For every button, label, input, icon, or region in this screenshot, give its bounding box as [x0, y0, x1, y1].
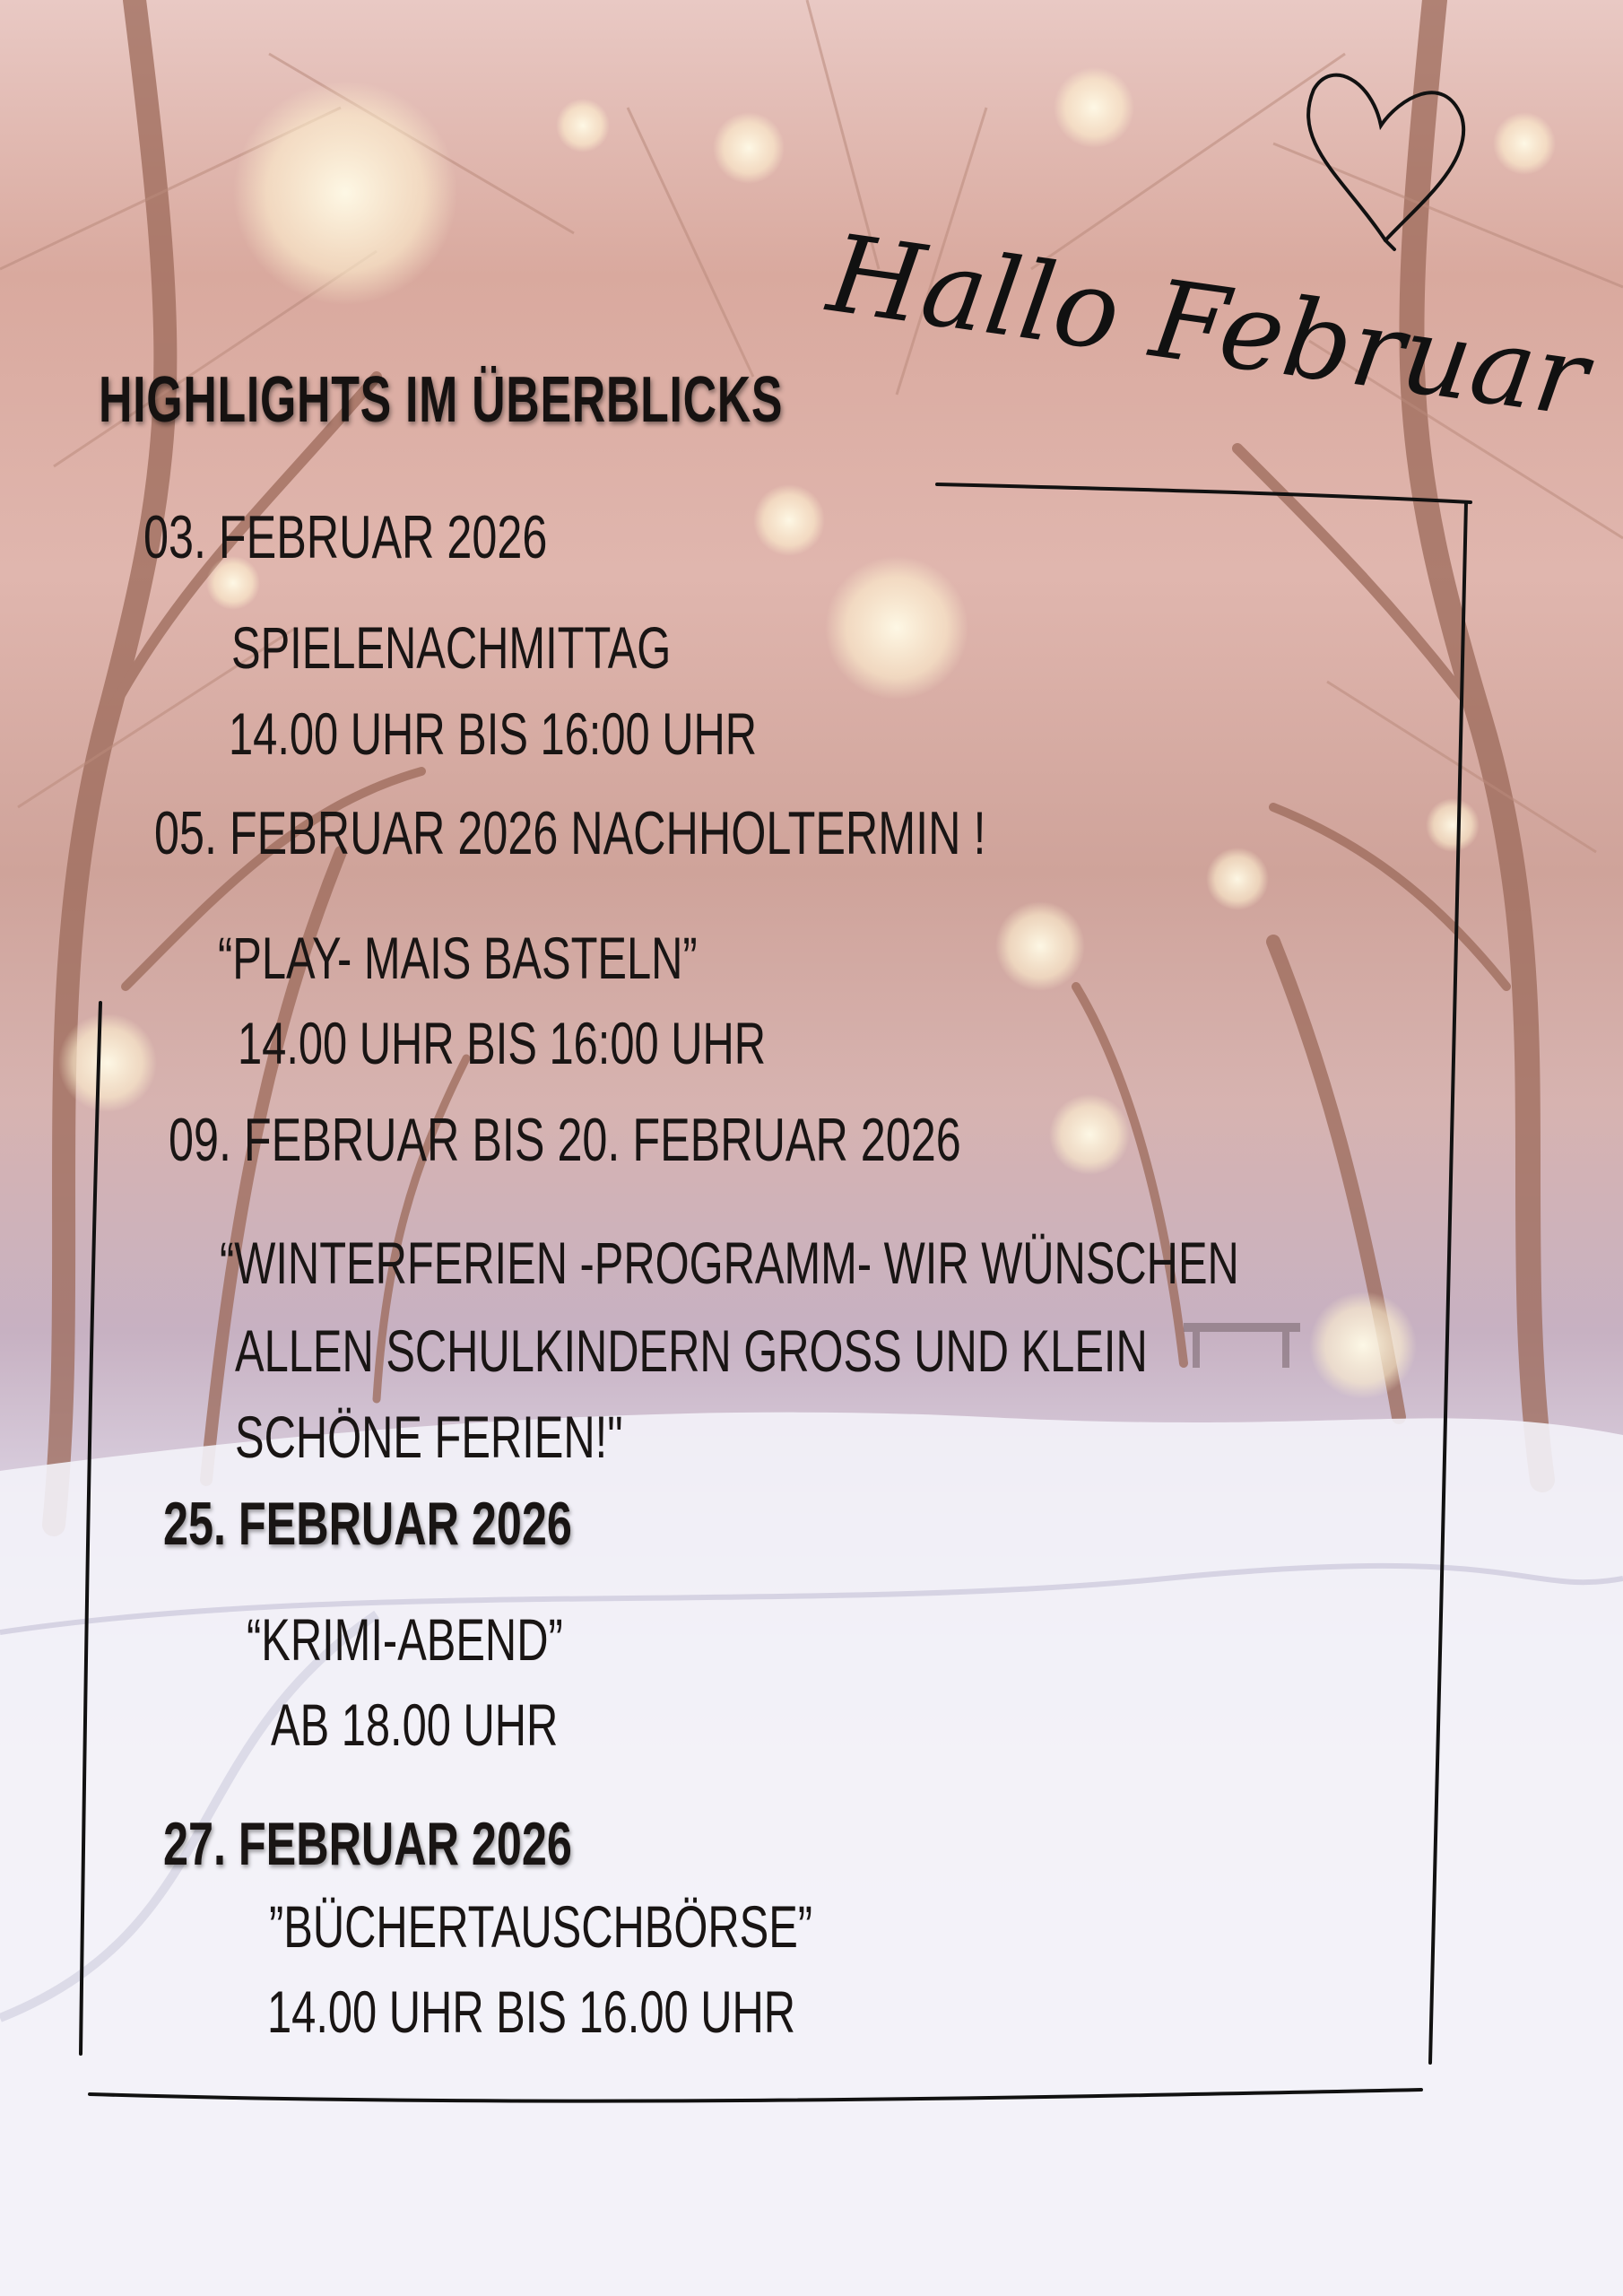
event-description: ALLEN SCHULKINDERN GROSS UND KLEIN: [235, 1318, 1148, 1384]
event-description: “WINTERFERIEN -PROGRAMM- WIR WÜNSCHEN: [220, 1230, 1239, 1296]
page-title: HIGHLIGHTS IM ÜBERBLICKS: [99, 364, 784, 436]
event-title: SPIELENACHMITTAG: [231, 614, 672, 681]
event-date: 03. FEBRUAR 2026: [143, 503, 548, 571]
event-time: 14.00 UHR BIS 16.00 UHR: [267, 1979, 796, 2045]
event-time: AB 18.00 UHR: [271, 1692, 559, 1758]
event-date: 27. FEBRUAR 2026: [163, 1810, 572, 1878]
event-title: “PLAY- MAIS BASTELN”: [218, 925, 698, 991]
event-time: 14.00 UHR BIS 16:00 UHR: [238, 1010, 767, 1076]
event-date: 25. FEBRUAR 2026: [163, 1490, 572, 1558]
event-description: SCHÖNE FERIEN!": [235, 1404, 623, 1470]
event-title: ”BÜCHERTAUSCHBÖRSE”: [269, 1893, 813, 1960]
event-date: 09. FEBRUAR BIS 20. FEBRUAR 2026: [169, 1106, 961, 1174]
event-time: 14.00 UHR BIS 16:00 UHR: [229, 700, 758, 767]
greeting-text: Hallo Februar: [820, 212, 1595, 442]
event-date: 05. FEBRUAR 2026 NACHHOLTERMIN !: [154, 799, 986, 867]
event-title: “KRIMI-ABEND”: [247, 1606, 563, 1673]
